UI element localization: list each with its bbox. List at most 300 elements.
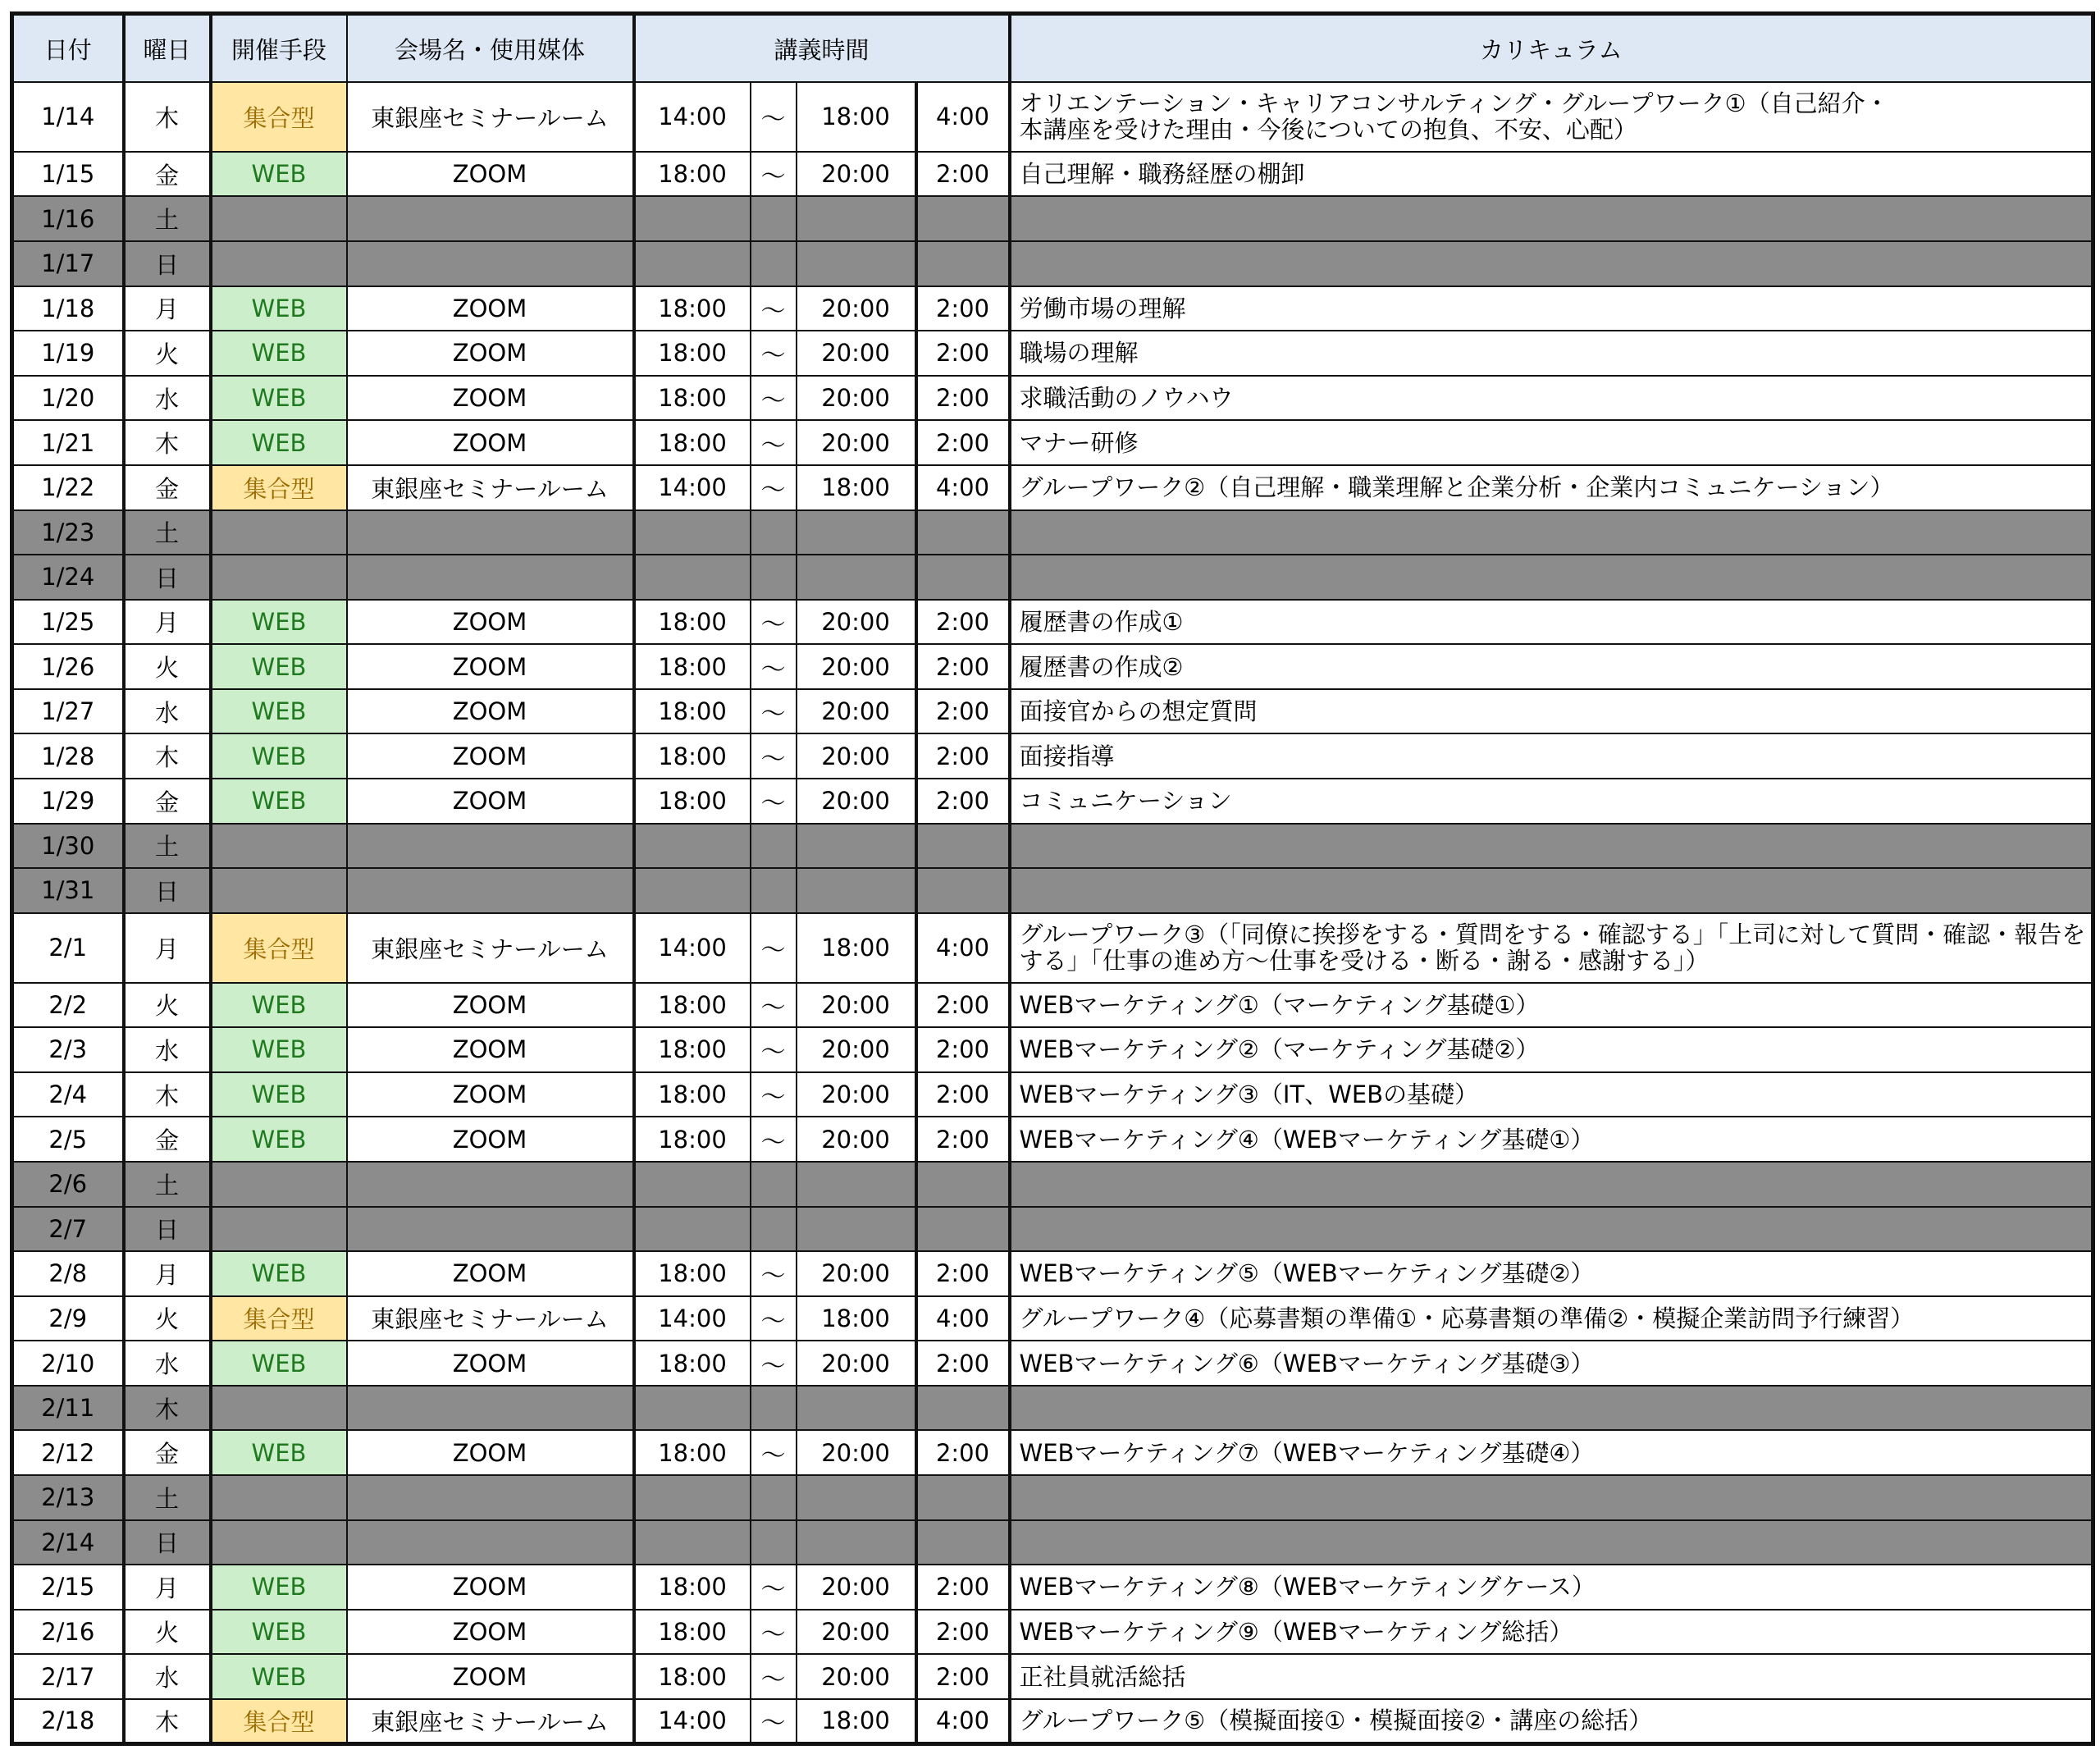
row-venue-empty: [347, 241, 634, 286]
row-end-time: 20:00: [797, 376, 916, 421]
row-date: 1/22: [12, 465, 124, 510]
row-venue: ZOOM: [347, 1430, 634, 1475]
row-date: 1/20: [12, 376, 124, 421]
table-row: [12, 1475, 2093, 1520]
row-tilde: ～: [751, 1430, 797, 1475]
row-date: 1/29: [12, 779, 124, 824]
row-duration: 4:00: [916, 1296, 1010, 1341]
row-date: 2/12: [12, 1430, 124, 1475]
row-weekday: 日: [124, 241, 211, 286]
row-tilde: ～: [751, 465, 797, 510]
row-weekday: 日: [124, 868, 211, 913]
row-end-time: 20:00: [797, 1654, 916, 1699]
header-lecture-time: 講義時間: [634, 14, 1010, 83]
table-row: [12, 196, 2093, 241]
row-venue: ZOOM: [347, 420, 634, 465]
row-curriculum-empty: [1010, 241, 2093, 286]
row-curriculum: WEBマーケティング⑤（WEBマーケティング基礎②）: [1010, 1251, 2093, 1296]
row-date: 1/19: [12, 331, 124, 376]
row-start-time: 18:00: [634, 644, 751, 689]
row-start-empty: [634, 555, 751, 600]
row-date: 2/11: [12, 1386, 124, 1431]
table-row: [12, 1341, 2093, 1386]
row-start-time: 18:00: [634, 600, 751, 645]
row-venue: ZOOM: [347, 1341, 634, 1386]
row-end-empty: [797, 824, 916, 869]
row-date: 1/23: [12, 510, 124, 555]
row-duration: 2:00: [916, 1654, 1010, 1699]
row-venue: ZOOM: [347, 286, 634, 331]
row-curriculum: グループワーク④（応募書類の準備①・応募書類の準備②・模擬企業訪問予行練習）: [1010, 1296, 2093, 1341]
row-end-time: 20:00: [797, 1341, 916, 1386]
table-header: [12, 14, 2093, 83]
row-date: 1/24: [12, 555, 124, 600]
row-curriculum-empty: [1010, 196, 2093, 241]
method-badge-web: WEB: [211, 1027, 347, 1072]
row-weekday: 水: [124, 376, 211, 421]
row-weekday: 金: [124, 779, 211, 824]
row-tilde: ～: [751, 733, 797, 779]
row-duration: 2:00: [916, 1251, 1010, 1296]
table-row: [12, 465, 2093, 510]
row-start-time: 14:00: [634, 465, 751, 510]
row-curriculum: グループワーク②（自己理解・職業理解と企業分析・企業内コミュニケーション）: [1010, 465, 2093, 510]
table-row: [12, 1565, 2093, 1610]
row-date: 1/21: [12, 420, 124, 465]
row-venue: ZOOM: [347, 689, 634, 734]
row-duration-empty: [916, 1520, 1010, 1565]
table-row: [12, 420, 2093, 465]
row-end-time: 18:00: [797, 465, 916, 510]
row-weekday: 水: [124, 1654, 211, 1699]
row-end-time: 20:00: [797, 1565, 916, 1610]
table-row: [12, 1386, 2093, 1431]
row-date: 1/28: [12, 733, 124, 779]
table-body: [12, 82, 2093, 1744]
row-curriculum: WEBマーケティング⑥（WEBマーケティング基礎③）: [1010, 1341, 2093, 1386]
row-duration: 2:00: [916, 376, 1010, 421]
row-tilde: ～: [751, 1027, 797, 1072]
row-end-empty: [797, 1475, 916, 1520]
row-date: 1/18: [12, 286, 124, 331]
row-venue: 東銀座セミナールーム: [347, 82, 634, 152]
row-curriculum-empty: [1010, 868, 2093, 913]
row-weekday: 月: [124, 286, 211, 331]
row-tilde: ～: [751, 983, 797, 1028]
row-start-time: 14:00: [634, 913, 751, 983]
row-duration: 2:00: [916, 1610, 1010, 1655]
row-start-empty: [634, 1475, 751, 1520]
row-duration: 2:00: [916, 600, 1010, 645]
method-badge-web: WEB: [211, 152, 347, 197]
row-start-empty: [634, 510, 751, 555]
table-row: [12, 241, 2093, 286]
row-curriculum: 履歴書の作成②: [1010, 644, 2093, 689]
method-badge-web: WEB: [211, 644, 347, 689]
row-duration-empty: [916, 824, 1010, 869]
method-badge-web: WEB: [211, 1072, 347, 1117]
row-tilde: ～: [751, 644, 797, 689]
row-tilde: ～: [751, 286, 797, 331]
row-duration: 4:00: [916, 82, 1010, 152]
row-date: 1/17: [12, 241, 124, 286]
row-venue-empty: [347, 1207, 634, 1252]
row-end-time: 20:00: [797, 1430, 916, 1475]
row-start-time: 14:00: [634, 1296, 751, 1341]
row-start-time: 18:00: [634, 1117, 751, 1162]
table-row: [12, 331, 2093, 376]
row-date: 1/30: [12, 824, 124, 869]
row-curriculum: 自己理解・職務経歴の棚卸: [1010, 152, 2093, 197]
method-badge-group: 集合型: [211, 465, 347, 510]
row-end-time: 20:00: [797, 1251, 916, 1296]
row-end-time: 20:00: [797, 733, 916, 779]
row-tilde: ～: [751, 331, 797, 376]
row-date: 2/4: [12, 1072, 124, 1117]
table-row: [12, 555, 2093, 600]
table-row: [12, 1162, 2093, 1207]
row-tilde: ～: [751, 1251, 797, 1296]
row-venue: ZOOM: [347, 1565, 634, 1610]
header-date: 日付: [12, 14, 124, 83]
row-curriculum: 面接指導: [1010, 733, 2093, 779]
row-end-empty: [797, 1386, 916, 1431]
row-end-empty: [797, 1207, 916, 1252]
row-curriculum-empty: [1010, 1207, 2093, 1252]
row-start-time: 14:00: [634, 1699, 751, 1744]
row-end-empty: [797, 868, 916, 913]
method-badge-group: 集合型: [211, 913, 347, 983]
table-row: [12, 983, 2093, 1028]
row-date: 2/7: [12, 1207, 124, 1252]
method-badge-web: WEB: [211, 1565, 347, 1610]
row-curriculum-empty: [1010, 1386, 2093, 1431]
row-duration: 2:00: [916, 1341, 1010, 1386]
row-tilde: ～: [751, 689, 797, 734]
row-duration: 2:00: [916, 779, 1010, 824]
row-weekday: 金: [124, 465, 211, 510]
row-curriculum: 履歴書の作成①: [1010, 600, 2093, 645]
method-badge-web: WEB: [211, 1251, 347, 1296]
header-curriculum: カリキュラム: [1010, 14, 2093, 83]
row-date: 2/9: [12, 1296, 124, 1341]
row-start-empty: [634, 1386, 751, 1431]
row-start-time: 18:00: [634, 420, 751, 465]
row-end-time: 18:00: [797, 1296, 916, 1341]
row-tilde-empty: [751, 1475, 797, 1520]
schedule-table: [10, 11, 2095, 1746]
row-venue-empty: [347, 1475, 634, 1520]
table-row: [12, 779, 2093, 824]
row-weekday: 木: [124, 1699, 211, 1744]
row-duration-empty: [916, 555, 1010, 600]
table-row: [12, 1072, 2093, 1117]
row-curriculum: WEBマーケティング⑧（WEBマーケティングケース）: [1010, 1565, 2093, 1610]
row-end-time: 20:00: [797, 331, 916, 376]
row-duration: 2:00: [916, 152, 1010, 197]
row-date: 1/16: [12, 196, 124, 241]
row-end-time: 20:00: [797, 1610, 916, 1655]
row-weekday: 土: [124, 1162, 211, 1207]
row-tilde: ～: [751, 1341, 797, 1386]
row-duration: 4:00: [916, 465, 1010, 510]
method-badge-web: WEB: [211, 983, 347, 1028]
row-start-time: 18:00: [634, 733, 751, 779]
row-curriculum: オリエンテーション・キャリアコンサルティング・グループワーク①（自己紹介・ 本講座を受けた理由・今後についての抱負、不安、心配）: [1010, 82, 2093, 152]
row-venue: ZOOM: [347, 600, 634, 645]
row-duration: 2:00: [916, 983, 1010, 1028]
row-end-empty: [797, 196, 916, 241]
table-row: [12, 644, 2093, 689]
table-row: [12, 1610, 2093, 1655]
row-venue-empty: [347, 868, 634, 913]
row-start-time: 18:00: [634, 1341, 751, 1386]
table-row: [12, 1027, 2093, 1072]
row-end-time: 20:00: [797, 286, 916, 331]
row-start-empty: [634, 1520, 751, 1565]
table-row: [12, 733, 2093, 779]
row-date: 2/13: [12, 1475, 124, 1520]
table-row: [12, 913, 2093, 983]
row-start-time: 18:00: [634, 152, 751, 197]
row-start-time: 18:00: [634, 983, 751, 1028]
row-duration: 2:00: [916, 1565, 1010, 1610]
row-tilde-empty: [751, 196, 797, 241]
row-duration: 2:00: [916, 1027, 1010, 1072]
row-weekday: 金: [124, 1430, 211, 1475]
row-tilde: ～: [751, 1565, 797, 1610]
row-curriculum: グループワーク③（「同僚に挨拶をする・質問をする・確認する」「上司に対して質問・確認・報告を する」「仕事の進め方～仕事を受ける・断る・謝る・感謝する」）: [1010, 913, 2093, 983]
row-curriculum-empty: [1010, 555, 2093, 600]
row-venue: ZOOM: [347, 1027, 634, 1072]
row-start-time: 14:00: [634, 82, 751, 152]
method-badge-web: WEB: [211, 286, 347, 331]
row-end-empty: [797, 1162, 916, 1207]
row-curriculum: グループワーク⑤（模擬面接①・模擬面接②・講座の総括）: [1010, 1699, 2093, 1744]
method-badge-group: 集合型: [211, 1699, 347, 1744]
row-venue: ZOOM: [347, 1072, 634, 1117]
row-date: 1/26: [12, 644, 124, 689]
row-end-time: 20:00: [797, 689, 916, 734]
row-weekday: 火: [124, 983, 211, 1028]
row-venue: ZOOM: [347, 152, 634, 197]
row-venue: ZOOM: [347, 1610, 634, 1655]
method-badge-web: WEB: [211, 420, 347, 465]
row-end-empty: [797, 1520, 916, 1565]
row-start-time: 18:00: [634, 1430, 751, 1475]
row-end-empty: [797, 510, 916, 555]
row-start-empty: [634, 824, 751, 869]
row-venue: 東銀座セミナールーム: [347, 1296, 634, 1341]
row-date: 2/14: [12, 1520, 124, 1565]
header-day: 曜日: [124, 14, 211, 83]
row-start-empty: [634, 868, 751, 913]
row-method-empty: [211, 1475, 347, 1520]
row-date: 1/14: [12, 82, 124, 152]
header-venue: 会場名・使用媒体: [347, 14, 634, 83]
row-duration-empty: [916, 510, 1010, 555]
row-duration-empty: [916, 1162, 1010, 1207]
table-row: [12, 868, 2093, 913]
row-curriculum-empty: [1010, 1520, 2093, 1565]
row-method-empty: [211, 510, 347, 555]
table-row: [12, 376, 2093, 421]
row-tilde: ～: [751, 376, 797, 421]
row-date: 1/31: [12, 868, 124, 913]
row-tilde: ～: [751, 1699, 797, 1744]
row-date: 2/1: [12, 913, 124, 983]
row-curriculum: WEBマーケティング⑦（WEBマーケティング基礎④）: [1010, 1430, 2093, 1475]
row-weekday: 火: [124, 644, 211, 689]
row-duration: 2:00: [916, 420, 1010, 465]
row-start-time: 18:00: [634, 689, 751, 734]
row-method-empty: [211, 1162, 347, 1207]
row-weekday: 木: [124, 733, 211, 779]
row-tilde-empty: [751, 241, 797, 286]
row-weekday: 金: [124, 152, 211, 197]
row-start-time: 18:00: [634, 331, 751, 376]
method-badge-web: WEB: [211, 331, 347, 376]
row-date: 2/3: [12, 1027, 124, 1072]
table-row: [12, 1207, 2093, 1252]
row-weekday: 月: [124, 1251, 211, 1296]
row-venue-empty: [347, 1386, 634, 1431]
row-date: 2/8: [12, 1251, 124, 1296]
row-start-time: 18:00: [634, 286, 751, 331]
row-weekday: 木: [124, 1072, 211, 1117]
method-badge-group: 集合型: [211, 1296, 347, 1341]
table-row: [12, 1654, 2093, 1699]
table-row: [12, 510, 2093, 555]
row-date: 1/27: [12, 689, 124, 734]
row-start-time: 18:00: [634, 1072, 751, 1117]
row-weekday: 木: [124, 420, 211, 465]
row-date: 2/18: [12, 1699, 124, 1744]
row-tilde-empty: [751, 1386, 797, 1431]
row-weekday: 水: [124, 1341, 211, 1386]
row-date: 2/17: [12, 1654, 124, 1699]
row-curriculum: コミュニケーション: [1010, 779, 2093, 824]
row-duration: 2:00: [916, 331, 1010, 376]
row-start-time: 18:00: [634, 1251, 751, 1296]
method-badge-web: WEB: [211, 1117, 347, 1162]
row-tilde-empty: [751, 510, 797, 555]
row-weekday: 木: [124, 82, 211, 152]
row-tilde: ～: [751, 913, 797, 983]
row-duration-empty: [916, 1475, 1010, 1520]
row-tilde: ～: [751, 1072, 797, 1117]
row-duration: 2:00: [916, 286, 1010, 331]
row-date: 2/2: [12, 983, 124, 1028]
row-start-empty: [634, 1162, 751, 1207]
row-tilde: ～: [751, 779, 797, 824]
row-weekday: 土: [124, 196, 211, 241]
row-tilde: ～: [751, 600, 797, 645]
row-weekday: 火: [124, 331, 211, 376]
row-weekday: 日: [124, 1520, 211, 1565]
row-end-empty: [797, 555, 916, 600]
row-weekday: 水: [124, 689, 211, 734]
row-end-time: 20:00: [797, 779, 916, 824]
row-date: 2/15: [12, 1565, 124, 1610]
row-start-time: 18:00: [634, 1027, 751, 1072]
row-end-time: 20:00: [797, 1072, 916, 1117]
row-duration: 4:00: [916, 913, 1010, 983]
row-end-time: 18:00: [797, 82, 916, 152]
table-row: [12, 600, 2093, 645]
row-venue: 東銀座セミナールーム: [347, 913, 634, 983]
row-duration: 2:00: [916, 689, 1010, 734]
row-date: 2/6: [12, 1162, 124, 1207]
row-weekday: 月: [124, 600, 211, 645]
row-duration: 2:00: [916, 1430, 1010, 1475]
row-weekday: 土: [124, 1475, 211, 1520]
table-row: [12, 286, 2093, 331]
row-weekday: 土: [124, 510, 211, 555]
row-curriculum: WEBマーケティング④（WEBマーケティング基礎①）: [1010, 1117, 2093, 1162]
row-start-empty: [634, 1207, 751, 1252]
method-badge-web: WEB: [211, 733, 347, 779]
row-venue-empty: [347, 824, 634, 869]
row-curriculum-empty: [1010, 510, 2093, 555]
row-start-empty: [634, 196, 751, 241]
table-row: [12, 1296, 2093, 1341]
row-date: 2/5: [12, 1117, 124, 1162]
row-curriculum: マナー研修: [1010, 420, 2093, 465]
row-start-time: 18:00: [634, 1654, 751, 1699]
row-method-empty: [211, 555, 347, 600]
row-weekday: 水: [124, 1027, 211, 1072]
row-curriculum-empty: [1010, 1162, 2093, 1207]
row-duration-empty: [916, 196, 1010, 241]
row-tilde: ～: [751, 1654, 797, 1699]
row-end-time: 20:00: [797, 600, 916, 645]
method-badge-web: WEB: [211, 689, 347, 734]
row-venue: ZOOM: [347, 1654, 634, 1699]
row-weekday: 日: [124, 1207, 211, 1252]
row-weekday: 日: [124, 555, 211, 600]
method-badge-web: WEB: [211, 1610, 347, 1655]
row-venue: ZOOM: [347, 1251, 634, 1296]
row-tilde: ～: [751, 82, 797, 152]
table-row: [12, 152, 2093, 197]
method-badge-group: 集合型: [211, 82, 347, 152]
row-tilde-empty: [751, 868, 797, 913]
row-venue: ZOOM: [347, 644, 634, 689]
row-curriculum: WEBマーケティング②（マーケティング基礎②）: [1010, 1027, 2093, 1072]
row-venue: ZOOM: [347, 779, 634, 824]
row-curriculum: WEBマーケティング⑨（WEBマーケティング総括）: [1010, 1610, 2093, 1655]
row-tilde-empty: [751, 555, 797, 600]
row-method-empty: [211, 1207, 347, 1252]
row-tilde: ～: [751, 420, 797, 465]
method-badge-web: WEB: [211, 779, 347, 824]
row-weekday: 火: [124, 1296, 211, 1341]
row-end-time: 20:00: [797, 983, 916, 1028]
row-weekday: 土: [124, 824, 211, 869]
row-end-time: 18:00: [797, 913, 916, 983]
row-duration-empty: [916, 241, 1010, 286]
table-row: [12, 1699, 2093, 1744]
row-curriculum-empty: [1010, 1475, 2093, 1520]
row-end-time: 20:00: [797, 1117, 916, 1162]
row-curriculum-empty: [1010, 824, 2093, 869]
method-badge-web: WEB: [211, 1430, 347, 1475]
row-duration: 2:00: [916, 733, 1010, 779]
row-tilde-empty: [751, 1520, 797, 1565]
row-curriculum: WEBマーケティング③（IT、WEBの基礎）: [1010, 1072, 2093, 1117]
row-method-empty: [211, 824, 347, 869]
